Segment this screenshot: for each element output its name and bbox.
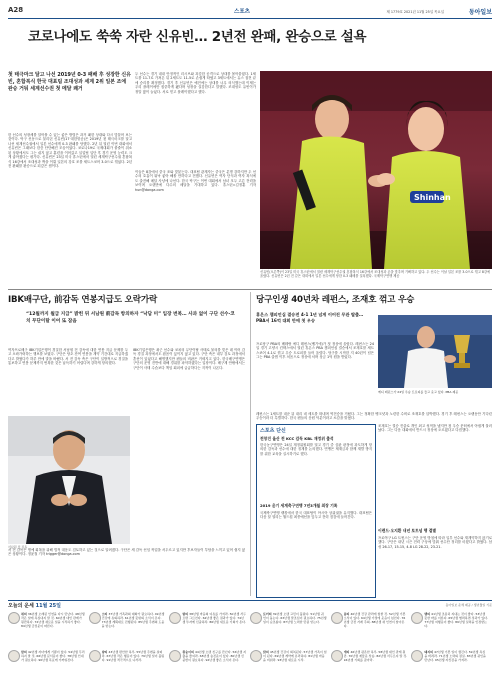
zodiac-icon	[331, 650, 343, 662]
fortune-text: 돼지띠 47년생 기쁜 일이 생긴다. 59년생 욕심을 버려라. 71년생 노력의 결실. 83년생 귀인을 만난다. 95년생 자신감을 가져라.	[424, 650, 486, 663]
brief-2-body: 국제축구연맹 랭킹에서 한국 대표팀이 아시아 상위권을 유지했다. 대표팀은 다음 달 열리는 월드컵 최종예선을 앞두고 전력 점검에 들어간다.	[260, 511, 372, 520]
zodiac-sign: 뱀띠	[424, 612, 432, 616]
section-divider	[8, 289, 492, 290]
fortune-text: 개띠 46년생 평온한 하루. 58년생 대인 관계 원만. 70년생 재물운 상승. 82년생 서두르지 말 것. 94년생 기회를 잡아라.	[343, 650, 408, 663]
zodiac-icon	[8, 650, 20, 662]
brief-1-subhead: 전창진 울산 전 KCC 감독 KBL 재정위 출석	[260, 436, 334, 441]
zodiac-icon	[169, 650, 181, 662]
fortune-cell	[331, 650, 409, 686]
ibk-headline: IBK배구단, 前감독 연봉지급도 오락가락	[8, 295, 158, 305]
fortune-text: 범띠 38년생 마음의 여유를 가져라. 50년생 서두르면 그르친다. 62년생 좋은 결과가 있다. 74년생 투자에 신중하라. 86년생 새로운 기회가 온다.	[182, 612, 246, 625]
main-article-body-1: 한 선수의 성장세를 알아볼 수 있는 좋은 방법은 과거 패한 상대와 다시 맞붙어 보는 것이다. 탁구 신동으로 불리던 신유빈(17·대한항공)은 2019년 첫 태극마크를 달고 나선 세계선수권에서 일본 선수에게 0-3 완패를 당했다. 2년 뒤 열린 이번 대회에서 신유빈은 그때보다 한층 단단해진 모습이었다. 코로나19로 국제대회가 줄줄이 취소된 상황에서도 그는 쉬지 않고 훈련을 이어갔고 실업팀 입단 후 경기 운영 능력도 크게 좋아졌다는 평가다. 신유빈은 23일 미국 휴스턴에서 열린 세계탁구선수권 혼합복식 16강에서 조대성과 짝을 이뤄 일본의 강호 조를 세트스코어 3-0으로 꺾었다. 2년 전 완패를 완승으로 되갚은 셈이다.	[8, 133, 132, 169]
zodiac-sign: 토끼띠	[263, 612, 273, 616]
sports-briefs-box	[256, 424, 376, 598]
jersey-sponsor-text: Shinhan	[414, 193, 451, 202]
billiards-side-text: 조재호는 결승 진출로 개인 최고 성적을 냈지만 첫 우승 문턱에서 아쉽게 물러났다. 그는 다음 대회에서 반드시 정상에 오르겠다고 다짐했다.	[378, 424, 492, 433]
fortune-text: 소띠 37년생 가족과의 대화가 필요하다. 49년생 건강에 유의하라. 61년생 뜻밖의 소식이 온다. 73년생 계획대로 진행된다. 85년생 주변의 도움을 받는다.	[101, 612, 165, 629]
zodiac-sign: 양띠	[101, 650, 109, 654]
fortune-text: 말띠 42년생 자녀에게 기쁨이 있다. 54년생 무리하지 말 것. 66년생 문서운이 좋다. 78년생 인내가 필요하다. 90년생 목표에 가까워진다.	[21, 650, 85, 663]
fortune-cell	[411, 612, 489, 648]
coach-photo	[8, 416, 130, 544]
billiards-subheadline: 휴온스 챔피언십 결승전 4-1 1년 넘게 이어진 무관 탈출… PBA서 16억 대회 만에 첫 우승	[256, 312, 364, 323]
fortune-cell	[8, 650, 86, 686]
brief-2-subhead: 2019 윤기 세계축구연맹 7년3개월 최장 기록	[260, 503, 338, 508]
lg-trade-body: 프로야구 LG 트윈스는 구단 운영 방침에 따라 일부 선수와 재계약하지 않기로 했다. 구단은 내년 시즌 전력 구상에 맞춰 선수단 정리를 마쳤다고 밝혔다. 삼성 26-17, 15-15, 4-8 LG 28-22, 23-21.	[378, 536, 492, 549]
fortune-note: 동아일보 운세 제공 / 생년월일 기준	[445, 603, 492, 607]
fortune-cell	[169, 612, 247, 648]
zodiac-sign: 말띠	[21, 650, 28, 654]
fortune-title: 오늘의 운세 11월 25일	[8, 603, 61, 609]
zodiac-sign: 쥐띠	[21, 612, 28, 616]
lg-trade-subhead: 이랜드·오지환 내년 토트넘 행 결별	[378, 528, 437, 533]
page-number: A28	[8, 6, 24, 14]
fortune-cell	[331, 612, 409, 648]
zodiac-sign: 용띠	[343, 612, 351, 616]
issue-meta: 제 1779호 2021년 11월 25일 목요일	[386, 10, 444, 14]
billiards-body-1: 프로당구 PBA의 베테랑 에디 레펀스(벨기에)가 첫 정상에 올랐다. 레펀스는 24일 경기 고양시 킨텍스에서 열린 휴온스 PBA 챔피언십 결승에서 조재호를 세트스코어 4-1로 꺾고 우승 트로피를 들어 올렸다. 당구를 시작한 지 40년이 넘은 그는 PBA 출범 이후 처음으로 정상에 서며 상금 1억 원을 받았다.	[256, 342, 374, 360]
billiards-headline: 당구인생 40년차 레펀스, 조재호 꺾고 우승	[256, 295, 415, 305]
main-lead-box: 첫 태극마크 달고 나선 2019년 0-3 패배 후 성장한 신유빈, 혼합복식 한국 대표팀 조대성과 세계 2위 일본 조에 완승 거둬 세계선수권 첫 메달 쾌거	[8, 72, 131, 93]
billiards-photo-caption: 에디 레펀스가 24일 우승 트로피를 들고 웃고 있다. PBA 제공	[378, 390, 459, 394]
zodiac-icon	[250, 650, 262, 662]
fortune-text: 토끼띠 39년생 오랜 고민이 풀린다. 51년생 귀인이 돕는다. 63년생 말조심이 필요하다. 75년생 일이 순조롭다. 87년생 노력한 만큼 얻는다.	[263, 612, 327, 625]
sports-briefs-title: 스포츠 단신	[260, 428, 286, 434]
fortune-text: 용띠 40년생 건강 관리에 힘쓸 것. 52년생 기쁜 소식이 있다. 64년생 가정에 웃음이 넘친다. 76년생 금전 거래 주의. 88년생 새 인연이 찾아온다.	[343, 612, 406, 629]
zodiac-icon	[331, 612, 343, 624]
ibk-body-1: 여자프로배구 IBK기업은행이 경질한 서남원 전 감독에 대한 연봉 지급 문제를 두고 오락가락하는 행보를 보였다. 구단은 당초 잔여 연봉을 계약 기간대로 지급하겠다고 밝혔다가 하루 만에 말을 바꿨다. 서 전 감독 측은 구단이 일방적으로 경질을 통보하고 연봉 문제까지 번복한 것은 납득하기 어렵다며 강하게 항의했다.	[8, 348, 128, 366]
brief-1-body: 한국농구연맹은 24일 재정위원회를 열고 경기 중 심판 판정에 과도하게 항의한 감독과 선수에 대한 징계를 논의했다. 연맹은 제재금과 함께 재발 방지를 위한 교육을 실시하기로 했다.	[260, 443, 372, 456]
fortune-cell	[89, 650, 167, 686]
fortune-cell	[8, 612, 86, 648]
billiards-trophy-photo	[378, 315, 492, 388]
fortune-text: 쥐띠 36년생 오래된 인연을 다시 만난다. 48년생 작은 일에 욕심내지 말 것. 60년생 대인 관계가 원만하다. 72년생 새로운 일을 시작하기 좋다. 84년생 금전운이 따른다.	[21, 612, 85, 629]
ibk-body-2: IBK기업은행은 최근 선수와 코치의 무단이탈 사태로 물의를 빚은 데 이어 감독 경질 과정에서도 잡음이 끊이지 않고 있다. 구단 측은 내부 검토 과정에서 혼선이 있었다고 해명했지만 팬들의 비판은 거세지고 있다. 한국배구연맹은 구단의 운영 전반에 대해 경위를 파악하겠다는 입장이다. 배구계 안팎에서는 구단이 사태 수습보다 책임 회피에 급급하다는 지적이 나온다.	[133, 348, 245, 370]
column-divider	[250, 292, 251, 596]
zodiac-icon	[8, 612, 20, 624]
coach-photo-caption: 서남원 전 감독	[8, 545, 28, 549]
main-photo-caption: 신유빈(오른쪽)이 23일 미국 휴스턴에서 열린 세계탁구선수권 혼합복식 16강에서 조대성과 손을 맞추며 기뻐하고 있다. 두 선수는 이날 일본 조를 3-0으로 꺾고 8강에 올랐다. 신유빈은 2년 전 같은 대회에서 일본 선수에게 당한 0-3 패배를 설욕했다. 국제탁구연맹 제공	[260, 270, 491, 279]
ibk-body-3: 서 전 감독은 명예 회복을 위해 법적 대응도 검토하고 있는 것으로 알려졌다. 구단은 새 감독 선임 작업을 서두르고 있지만 후보자들이 부담을 느끼고 있어 쉽지 않은 상황이다. 정윤철 기자 trigger@donga.com	[8, 548, 245, 557]
zodiac-icon	[411, 650, 423, 662]
fortune-text: 뱀띠 41년생 조용히 지내는 것이 좋다. 53년생 뜻한 바를 이룬다. 65년생 협력하면 성과가 있다. 77년생 여행운이 좋다. 89년생 실력을 인정받는다.	[424, 612, 488, 629]
zodiac-sign: 닭띠	[263, 650, 270, 654]
main-headline: 코로나에도 쑥쑥 자란 신유빈… 2년전 완패, 완승으로 설욕	[28, 29, 367, 45]
zodiac-icon	[89, 612, 101, 624]
zodiac-sign: 소띠	[101, 612, 109, 616]
main-article-body-2: 두 선수는 경기 내내 안정적인 리시브와 과감한 공격으로 상대를 몰아붙였다. 1세트를 11-7로 가져온 뒤 2세트도 11-5로 손쉽게 따냈고 3세트에서는 듀스 접전 끝에 승리를 확정했다. 경기 후 신유빈은 예전에는 상대를 너무 의식했는데 이제는 우리 플레이에만 집중하게 됐다며 성장을 실감한다고 말했다. 조대성도 유빈이가 정말 많이 늘었다. 서로 믿고 플레이했다고 했다.	[135, 72, 256, 94]
table-tennis-photo	[260, 71, 492, 269]
fortune-cell	[89, 612, 167, 648]
billiards-body-2: 레펀스는 1세트를 내준 뒤 내리 네 세트를 따내며 역전승을 거뒀다. 그는 정확한 뱅크샷과 노련한 수비로 조재호를 압박했다. 경기 후 레펀스는 오랫동안 기다린 우승이라 더 특별하다. 한국 팬들의 응원 덕분이라고 소감을 밝혔다.	[256, 412, 492, 420]
section-label: 스포츠	[234, 9, 250, 15]
zodiac-sign: 원숭이띠	[182, 650, 195, 654]
newspaper-brand: 동아일보	[468, 9, 492, 16]
fortune-grid	[8, 612, 492, 688]
zodiac-sign: 범띠	[182, 612, 190, 616]
fortune-cell	[169, 650, 247, 686]
fortune-cell	[411, 650, 489, 686]
fortune-header	[8, 600, 492, 609]
fortune-text: 원숭이띠 44년생 오랜 친구를 만난다. 56년생 지출을 줄여라. 68년생 승진운이 있다. 80년생 신중함이 필요하다. 92년생 좋은 소식이 온다.	[182, 650, 246, 663]
zodiac-icon	[89, 650, 101, 662]
zodiac-icon	[411, 612, 423, 624]
fortune-cell	[250, 612, 328, 648]
fortune-text: 양띠 43년생 편안한 하루. 55년생 주변을 살펴라. 67년생 작은 행운이 있다. 79년생 일이 풀린다. 91년생 적극적으로 나서라.	[101, 650, 165, 663]
main-article-body-3: 이들은 8강에서 중국 조와 맞붙는다. 대표팀 관계자는 중국은 분명 강하지만 두 선수의 호흡이 워낙 좋아 해볼 만하다고 전했다. 신유빈은 여자 단식과 여자 복식에도 출전해 메달 사냥에 나선다. 한국 탁구는 이번 대회에서 남녀 모두 고른 전력을 보이며 오랜만에 다수의 메달을 기대하고 있다. 휴스턴=김정훈 기자 hun@donga.com	[135, 170, 256, 265]
ibk-quote: “12월까지 월급 지급” 밝힌 뒤 서남원 前감독 항의하자 “낙담 미” 입장 번복… 사과 없이 구단 선수·코치 무단이탈 이어 또 잡음	[26, 312, 235, 324]
fortune-cell	[250, 650, 328, 686]
zodiac-sign: 돼지띠	[424, 650, 435, 654]
page-header	[8, 6, 492, 19]
zodiac-sign: 개띠	[343, 650, 351, 654]
zodiac-icon	[250, 612, 262, 624]
fortune-text: 닭띠 45년생 건강이 회복된다. 57년생 가족이 힘이 된다. 69년생 계약에 유리하다. 81년생 마음을 비워라. 93년생 새로운 시작.	[263, 650, 327, 663]
zodiac-icon	[169, 612, 181, 624]
